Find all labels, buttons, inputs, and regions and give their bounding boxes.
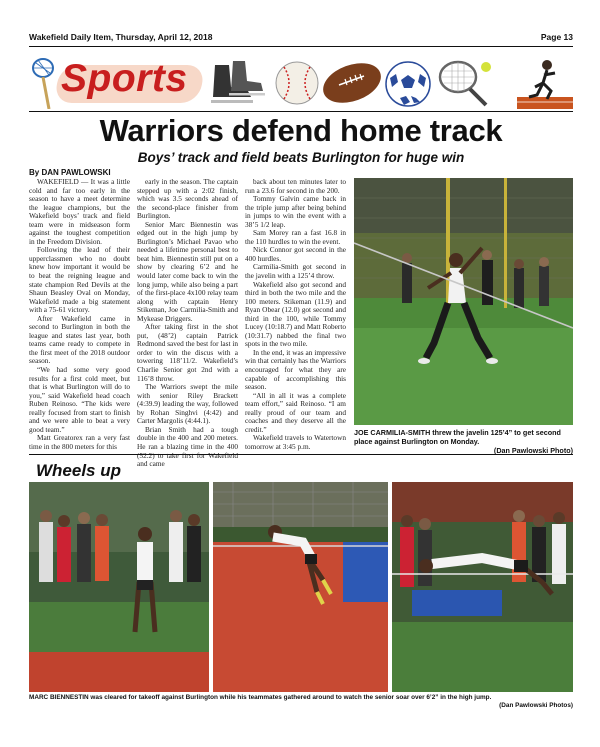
caption-text: MARC BIENNESTIN was cleared for takeoff against Burlington while his teammates gathered around to watch the senior soar over 6’2” in the high jump.: [29, 694, 492, 701]
high-jump-photo-approach: [29, 482, 209, 692]
javelin-photo: [354, 178, 573, 425]
hockey-skates-icon: [207, 59, 267, 109]
paragraph: back about ten minutes later to run a 23.6 for second in the 200.: [245, 177, 346, 195]
paragraph: Sam Morey ran a fast 16.8 in the 110 hurdles to win the event.: [245, 228, 346, 246]
paragraph: After taking first in the shot put, (48’2) captain Patrick Redmond saved the best for last in order to win the discus with a towering 118’11/2. Wakefield’s Charlie Senior got 2nd with a 116’8 throw.: [137, 322, 238, 383]
article-column-3: [245, 178, 346, 452]
paragraph: WAKEFIELD — It was a little cold and far too early in the season to have a meet determine the league champions, but the Wakefield boys’ track and field team were in midseason form against the toughest competition in the Freedom Division.: [29, 177, 130, 246]
photo-credit: (Dan Pawlowski Photos): [499, 702, 573, 709]
page-folio: [29, 32, 573, 44]
paragraph: Tommy Galvin came back in the triple jump after being behind in jumps to win the event with a 38’5 1/2 leap.: [245, 194, 346, 229]
paragraph: Nick Connor got second in the 400 hurdles.: [245, 245, 346, 263]
folio-page-number: Page 13: [540, 32, 573, 42]
folio-date: Wakefield Daily Item, Thursday, April 12, 2018: [29, 32, 213, 42]
paragraph: Brian Smith had a tough double in the 400 and 200 meters. He ran a blazing time in the 400 (52.2) to take first for Wakefield and came: [137, 424, 238, 469]
banner-rule: [29, 111, 573, 112]
tennis-racket-icon: [434, 57, 494, 109]
article-byline: By DAN PAWLOWSKI: [29, 168, 111, 177]
article-subhead: Boys’ track and field beats Burlington for huge win: [137, 150, 465, 165]
article-column-2: [137, 178, 238, 469]
paragraph: Following the lead of their upperclassmen who no doubt knew how important it would be to beat the reigning league and state champion Red Devils at the Shaun Beasley Oval on Monday, Wakefield made a big statement with a 75-61 victory.: [29, 245, 130, 315]
paragraph: Senior Marc Biennestin was edged out in the high jump by Burlington’s Michael Pavao who needed a lifetime personal best to beat him. Biennestin still put on a show by clearing 6’2 and he would later come back to win the long jump, while also being a part of the first-place 4x100 relay team along with captain Henry Stikeman, Joe Carmilia-Smith and Mykease Driggers.: [137, 219, 238, 323]
article-headline: Warriors defend home track: [99, 113, 503, 148]
paragraph: Wakefield travels to Watertown tomorrow at 3:45 p.m.: [245, 433, 346, 451]
article-column-1: [29, 178, 130, 452]
soccer-ball-icon: [384, 60, 432, 108]
section-rule: [29, 454, 573, 455]
high-jump-photo-clearance: [392, 482, 573, 692]
lacrosse-stick-icon: [29, 57, 59, 109]
paragraph: Wakefield also got second and third in both the two mile and the 100 meters. Stikeman (11.9) and Ryan Obear (12.0) got second and third in the 100, while Tommy Lucey (10:18.7) and Matt Roberto (10:31.7) nabbed the final two spots in the two mile.: [245, 279, 346, 349]
javelin-photo-caption: [354, 428, 573, 455]
paragraph: Matt Greatorex ran a very fast time in the 800 meters for this: [29, 433, 130, 451]
sports-banner: [29, 55, 573, 110]
caption-text: JOE CARMILIA-SMITH threw the javelin 125’4” to get second place against Burlington on Monday.: [354, 428, 561, 446]
paragraph: early in the season. The captain stepped up with a 2:02 finish, which was 3.5 seconds ahead of the second-place finisher from Burlington.: [137, 177, 238, 221]
baseball-icon: [274, 60, 320, 106]
football-icon: [319, 59, 385, 107]
wheels-up-caption: [29, 694, 573, 710]
high-jump-photo-takeoff: [213, 482, 388, 692]
paragraph: “We had some very good results for a first cold meet, but that is what Burlington will do to you,” said Wakefield head coach Ruben Reinoso. “The kids were really focused from start to finish and we were able to beat a very good team.”: [29, 365, 130, 434]
paragraph: “All in all it was a complete team effort,” said Reinoso. “I am really proud of our team and coaches and they deserve all the credit.”: [245, 390, 346, 434]
paragraph: Carmilia-Smith got second in the javelin with a 125’4 throw.: [245, 262, 346, 281]
section-label: Sports: [61, 57, 188, 100]
paragraph: After Wakefield came in second to Burlington in both the league and states last year, both teams came ready to compete in the first meet of the 2018 outdoor season.: [29, 313, 130, 366]
wheels-up-title: Wheels up: [36, 461, 122, 480]
folio-rule: [29, 46, 573, 47]
paragraph: The Warriors swept the mile with senior Riley Brackett (4:39.9) leading the way, followed by Rohan Singhvi (4:42) and Carter Margolis (4:44.1).: [137, 382, 238, 426]
paragraph: In the end, it was an impressive win that certainly has the Warriors encouraged for what they are capable of accomplishing this season.: [245, 347, 346, 392]
runner-icon: [517, 57, 573, 109]
photo-credit: (Dan Pawlowski Photo): [493, 446, 573, 455]
